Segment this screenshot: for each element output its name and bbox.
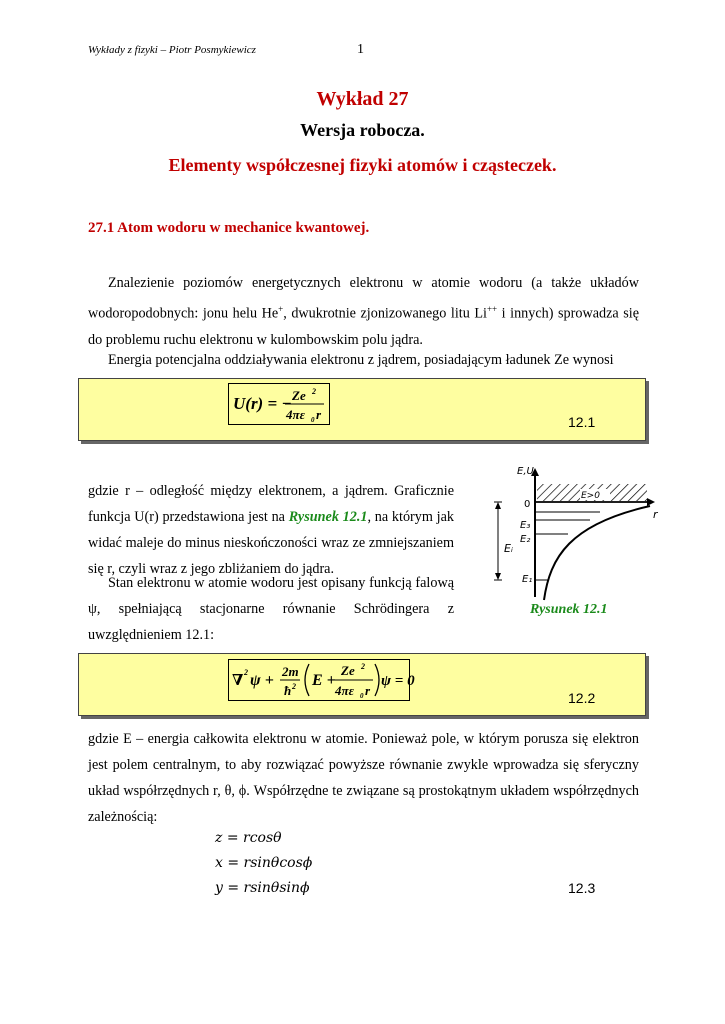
eq1-denominator: 4πε <box>286 407 305 422</box>
paragraph-graph-description <box>88 478 454 582</box>
equation-number-12-1: 12.1 <box>568 414 596 430</box>
eq2-nabla-sup: 2 <box>244 668 248 677</box>
paragraph-wavefunction: Stan elektronu w atomie wodoru jest opisany funkcją falową ψ, spełniającą stacjonarne równanie Schrödingera z uwzględnieniem 12.1: <box>88 575 454 643</box>
eq2-left-paren <box>305 664 309 696</box>
equation-12-2-svg <box>229 660 415 700</box>
eq2-right-paren <box>375 664 379 696</box>
figure-caption: Rysunek 12.1 <box>530 602 608 617</box>
equation-x: x = rsinθcosϕ <box>215 855 313 871</box>
equation-box-12-1 <box>78 378 646 441</box>
page-number: 1 <box>357 42 364 57</box>
para3-text-a: gdzie r – odległość między elektronem, a jądrem. Graficznie funkcja U(r) przedstawiona jest na <box>88 483 454 525</box>
lecture-title: Wykład 27 <box>316 88 409 110</box>
paragraph-potential-energy: Energia potencjalna oddziaływania elektronu z jądrem, posiadającym ładunek Ze wynosi <box>108 352 614 368</box>
ionization-arrow-bottom <box>495 573 501 580</box>
eq2-inner-den-tail: r <box>365 683 371 698</box>
running-header: Wykłady z fizyki – Piotr Posmykiewicz <box>88 44 256 56</box>
paragraph-spherical-coords: gdzie E – energia całkowita elektronu w atomie. Ponieważ pole, w którym porusza się elektron jest polem centralnym, to aby rozwiązać powyższe równanie zwykle wprowadza się sferyczny układ współrzędnych r, θ, ϕ. Współrzędne te związane są prostokątnym układem współrzędnych zależnością: <box>88 731 639 825</box>
para1-text-a: Znalezienie poziomów energetycznych elektronu w atomie wodoru (a także układów wodoropodobnych: jonu helu He <box>88 275 639 322</box>
eq2-tail: ψ = 0 <box>381 673 415 689</box>
x-axis-label: r <box>653 508 658 521</box>
eq2-frac-numerator: 2m <box>282 664 299 679</box>
zero-label: 0 <box>524 499 531 510</box>
potential-energy-graph <box>480 462 660 602</box>
equation-12-2 <box>228 659 415 701</box>
version-subtitle: Wersja robocza. <box>300 120 425 140</box>
para1-sup-li: ++ <box>486 304 498 314</box>
e1-label: E₁ <box>522 574 533 585</box>
eq1-den-tail: r <box>316 407 322 422</box>
figure-reference-link[interactable]: Rysunek 12.1 <box>288 509 368 525</box>
eq2-inner-den-sub: 0 <box>360 692 364 700</box>
figure-12-1 <box>480 462 660 602</box>
para1-sup-he: + <box>278 304 284 314</box>
eq2-nabla: ∇ <box>232 671 244 689</box>
e2-label: E₂ <box>520 534 531 545</box>
equation-number-12-3: 12.3 <box>568 880 596 896</box>
equation-number-12-2: 12.2 <box>568 690 596 706</box>
para3-text-b: , na którym jak widać maleje do minus nieskończoności wraz ze zmniejszaniem się r, czyli wraz z jego zbliżaniem do jądra. <box>88 509 454 577</box>
eq1-numerator: Ze <box>292 388 306 403</box>
para1-text-c: i innych) sprowadza się do problemu ruchu elektronu w kulombowskim polu jądra. <box>88 305 639 348</box>
equation-12-1-svg <box>229 384 329 424</box>
eq1-num-sup: 2 <box>312 387 316 396</box>
paragraph-intro <box>88 270 639 353</box>
eq1-lhs: U(r) = − <box>233 394 292 413</box>
eq2-inner-denominator: 4πε <box>335 683 354 698</box>
eq1-den-sub: 0 <box>311 416 315 424</box>
eq2-inner-numerator: Ze <box>341 663 355 678</box>
eq2-psi-plus: ψ + <box>250 672 274 689</box>
eq2-frac-denominator: ħ <box>284 683 292 698</box>
section-heading: 27.1 Atom wodoru w mechanice kwantowej. <box>88 220 370 236</box>
x-axis-arrow <box>647 498 655 506</box>
para1-text-b: , dwukrotnie zjonizowanego litu Li <box>283 305 487 322</box>
equation-z: z = rcosθ <box>215 830 282 846</box>
region-label: E>0 <box>581 491 600 501</box>
eq2-inner-num-sup: 2 <box>361 662 365 671</box>
e3-label: E₃ <box>520 520 531 531</box>
eq2-energy-plus: E + <box>312 672 336 689</box>
equation-12-1 <box>228 383 330 425</box>
equation-y: y = rsinθsinϕ <box>215 880 310 896</box>
topic-title: Elementy współczesnej fizyki atomów i cząsteczek. <box>168 155 557 175</box>
y-axis-label: E,U <box>517 466 534 477</box>
ionization-arrow-top <box>495 502 501 509</box>
ei-label: Eᵢ <box>504 542 513 555</box>
eq2-frac-den-sup: 2 <box>292 682 296 691</box>
